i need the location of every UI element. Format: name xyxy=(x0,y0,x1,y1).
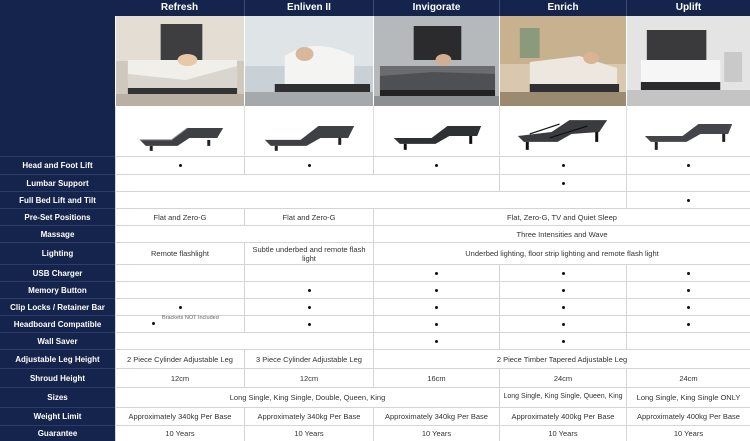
row-label-clip-locks: Clip Locks / Retainer Bar xyxy=(0,298,115,315)
cell: 10 Years xyxy=(115,425,244,441)
cell xyxy=(626,315,750,332)
cell xyxy=(115,281,244,298)
cell: 24cm xyxy=(499,368,626,387)
bedroom-photo-uplift xyxy=(626,16,750,106)
check-dot xyxy=(562,323,565,326)
cell: Subtle underbed and remote flash light xyxy=(244,242,373,264)
base-image-enliven xyxy=(244,106,373,156)
row-label-headboard: Headboard Compatible xyxy=(0,315,115,332)
row-label-wall-saver: Wall Saver xyxy=(0,332,115,349)
cell: Flat, Zero-G, TV and Quiet Sleep xyxy=(373,208,750,225)
check-dot xyxy=(687,164,690,167)
cell: Approximately 340kg Per Base xyxy=(115,407,244,425)
cell xyxy=(373,281,499,298)
cell xyxy=(244,315,373,332)
check-dot xyxy=(152,322,155,325)
cell xyxy=(499,315,626,332)
cell xyxy=(115,264,244,281)
cell: Long Single, King Single, Queen, King xyxy=(499,387,626,407)
cell xyxy=(626,281,750,298)
cell xyxy=(115,156,244,174)
cell: 3 Piece Cylinder Adjustable Leg xyxy=(244,349,373,368)
row-label-massage: Massage xyxy=(0,225,115,242)
header-row xyxy=(115,0,750,16)
row-label-head-foot-lift: Head and Foot Lift xyxy=(0,156,115,174)
cell: Remote flashlight xyxy=(115,242,244,264)
cell: Long Single, King Single, Double, Queen, King xyxy=(115,387,499,407)
row-label-usb-charger: USB Charger xyxy=(0,264,115,281)
cell xyxy=(115,174,499,191)
cell xyxy=(499,298,626,315)
cell xyxy=(626,264,750,281)
cell xyxy=(626,156,750,174)
cell: Flat and Zero-G xyxy=(244,208,373,225)
cell xyxy=(499,156,626,174)
column-title-enrich: Enrich xyxy=(499,0,626,16)
bedroom-photo-invigorate xyxy=(373,16,499,106)
cell xyxy=(115,298,244,315)
check-dot xyxy=(687,272,690,275)
cell xyxy=(373,332,499,349)
cell xyxy=(499,264,626,281)
column-title-enliven: Enliven II xyxy=(244,0,373,16)
cell xyxy=(626,174,750,191)
cell: Approximately 340kg Per Base xyxy=(373,407,499,425)
cell xyxy=(499,281,626,298)
cell xyxy=(499,174,626,191)
cell: 12cm xyxy=(244,368,373,387)
cell xyxy=(626,332,750,349)
cell: Approximately 400kg Per Base xyxy=(499,407,626,425)
cell: 10 Years xyxy=(244,425,373,441)
base-image-uplift xyxy=(626,106,750,156)
cell xyxy=(244,281,373,298)
check-dot xyxy=(435,323,438,326)
column-title-uplift: Uplift xyxy=(626,0,750,16)
check-dot xyxy=(687,323,690,326)
check-dot xyxy=(435,340,438,343)
cell: Approximately 400kg Per Base xyxy=(626,407,750,425)
row-label-preset-positions: Pre-Set Positions xyxy=(0,208,115,225)
row-label-shroud-height: Shroud Height xyxy=(0,368,115,387)
cell: 10 Years xyxy=(499,425,626,441)
corner-panel xyxy=(0,0,115,156)
check-dot xyxy=(179,306,182,309)
row-label-weight-limit: Weight Limit xyxy=(0,407,115,425)
cell: Flat and Zero-G xyxy=(115,208,244,225)
cell: 10 Years xyxy=(373,425,499,441)
cell: 10 Years xyxy=(626,425,750,441)
cell: 2 Piece Cylinder Adjustable Leg xyxy=(115,349,244,368)
row-label-leg-height: Adjustable Leg Height xyxy=(0,349,115,368)
cell xyxy=(115,191,626,208)
check-dot xyxy=(687,306,690,309)
base-image-invigorate xyxy=(373,106,499,156)
cell: Approximately 340kg Per Base xyxy=(244,407,373,425)
cell: Long Single, King Single ONLY xyxy=(626,387,750,407)
check-dot xyxy=(435,272,438,275)
cell xyxy=(626,191,750,208)
bedroom-photo-refresh xyxy=(115,16,244,106)
base-image-refresh xyxy=(115,106,244,156)
check-dot xyxy=(308,323,311,326)
check-dot xyxy=(308,164,311,167)
cell xyxy=(244,298,373,315)
bedroom-photo-enrich xyxy=(499,16,626,106)
check-dot xyxy=(562,306,565,309)
check-dot xyxy=(687,289,690,292)
check-dot xyxy=(562,182,565,185)
cell xyxy=(373,156,499,174)
cell: Underbed lighting, floor strip lighting and remote flash light xyxy=(373,242,750,264)
cell: 24cm xyxy=(626,368,750,387)
row-label-guarantee: Guarantee xyxy=(0,425,115,441)
cell xyxy=(373,298,499,315)
check-dot xyxy=(435,164,438,167)
column-title-refresh: Refresh xyxy=(160,2,199,13)
cell: 2 Piece Timber Tapered Adjustable Leg xyxy=(373,349,750,368)
cell xyxy=(499,332,626,349)
cell xyxy=(244,264,373,281)
check-dot xyxy=(562,164,565,167)
cell xyxy=(115,225,373,242)
cell xyxy=(626,298,750,315)
row-label-lighting: Lighting xyxy=(0,242,115,264)
cell xyxy=(373,264,499,281)
cell xyxy=(373,315,499,332)
check-dot xyxy=(435,289,438,292)
check-dot xyxy=(308,289,311,292)
row-label-full-bed-lift: Full Bed Lift and Tilt xyxy=(0,191,115,208)
row-label-memory-button: Memory Button xyxy=(0,281,115,298)
headboard-note: Brackets NOT Included xyxy=(162,315,219,321)
check-dot xyxy=(435,306,438,309)
check-dot xyxy=(562,340,565,343)
cell: Three Intensities and Wave xyxy=(373,225,750,242)
check-dot xyxy=(308,306,311,309)
base-image-enrich xyxy=(499,106,626,156)
check-dot xyxy=(562,289,565,292)
cell xyxy=(244,156,373,174)
check-dot xyxy=(562,272,565,275)
cell xyxy=(115,332,373,349)
check-dot xyxy=(687,199,690,202)
bedroom-photo-enliven xyxy=(244,16,373,106)
cell: 16cm xyxy=(373,368,499,387)
row-label-sizes: Sizes xyxy=(0,387,115,407)
row-label-lumbar-support: Lumbar Support xyxy=(0,174,115,191)
cell: 12cm xyxy=(115,368,244,387)
column-title-invigorate: Invigorate xyxy=(373,0,499,16)
check-dot xyxy=(179,164,182,167)
